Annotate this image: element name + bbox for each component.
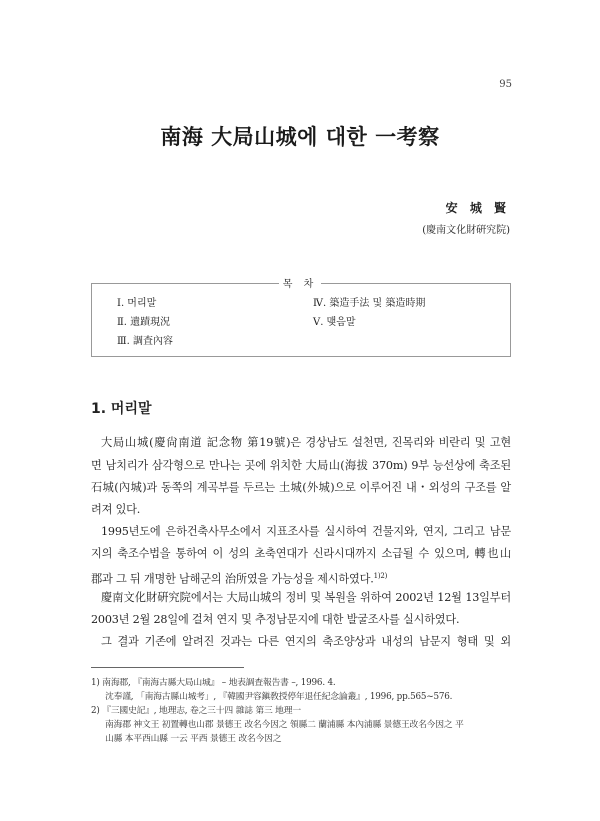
footnote-line: 沈奉謹, 「南海古縣山城考」, 『韓國尹容鎭敎授停年退任紀念論叢』, 1996, pp.565~576.: [105, 692, 453, 702]
toc-item: Ⅰ. 머리말: [117, 298, 157, 309]
toc-item: Ⅴ. 맺음말: [313, 317, 356, 328]
footnote-reference: 1)2): [373, 572, 388, 580]
footnote-divider: [91, 667, 244, 668]
toc-heading: 목 차: [279, 275, 321, 290]
page-number: 95: [499, 79, 512, 90]
section-heading: 1. 머리말: [91, 401, 152, 417]
toc-item: Ⅱ. 遺蹟現況: [117, 317, 171, 328]
body-text-line: [91, 569, 511, 587]
body-text-line: 慶南文化財硏究院에서는 大局山城의 정비 및 복원을 위하여 2002년 12월 13일부터: [101, 591, 511, 604]
body-text-segment: 郡과 그 뒤 개명한 남해군의 治所였을 가능성을 제시하였다.: [91, 572, 374, 586]
body-text-line: 면 남치리가 삼각형으로 만나는 곳에 위치한 大局山(海拔 370m) 9부 능선상에 축조된: [91, 459, 511, 472]
footnote-line: 2) 『三國史記』, 地理志, 卷之三十四 雜誌 第三 地理一: [91, 706, 301, 716]
body-text-line: 1995년도에 은하건축사무소에서 지표조사를 실시하여 건물지와, 연지, 그리고 남문: [101, 525, 511, 538]
author-name: 安 城 賢: [445, 201, 510, 215]
body-text-line: 大局山城(慶尙南道 記念物 第19號)은 경상남도 설천면, 진목리와 비란리 및 고현: [101, 436, 511, 449]
footnote-line: 南海郡 神文王 初置轉也山郡 景德王 改名今因之 領縣二 蘭浦縣 本內浦縣 景德王改名今因之 平: [105, 720, 464, 730]
body-text-line: 2003년 2월 28일에 걸쳐 연지 및 추정남문지에 대한 발굴조사를 실시하였다.: [91, 613, 460, 626]
toc-item: Ⅲ. 調査內容: [117, 336, 174, 347]
toc-item: Ⅳ. 築造手法 및 築造時期: [313, 298, 426, 309]
body-text-line: 그 결과 기존에 알려진 것과는 다른 연지의 축조양상과 내성의 남문지 형태 및 외: [101, 635, 511, 648]
body-text-line: 石城(內城)과 동쪽의 계곡부를 두르는 土城(外城)으로 이루어진 내・외성의 구조를 알: [91, 481, 511, 494]
author-affiliation: (慶南文化財硏究院): [422, 225, 510, 236]
body-text-line: 지의 축조수법을 통하여 이 성의 초축연대가 신라시대까지 소급될 수 있으며, 轉也山: [91, 547, 511, 560]
paper-title: 南海 大局山城에 대한 一考察: [160, 124, 440, 149]
footnote-line: 山縣 本平西山縣 一云 平西 景德王 改名今因之: [105, 734, 282, 744]
body-text-line: 려져 있다.: [91, 503, 141, 516]
footnote-line: 1) 南海郡, 『南海古縣大局山城』 – 地表調査報告書 –, 1996. 4.: [91, 678, 336, 688]
